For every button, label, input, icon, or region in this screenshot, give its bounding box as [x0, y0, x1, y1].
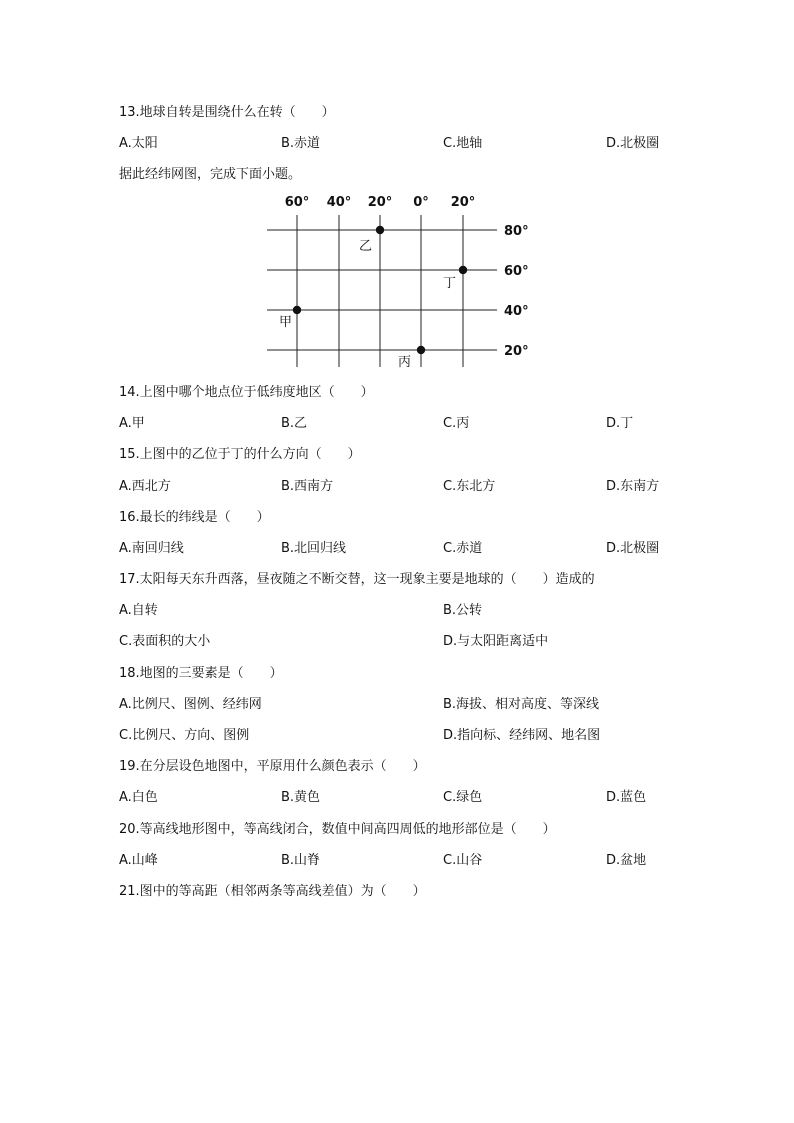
- graticule-figure: [0, 0, 794, 400]
- graticule-points: [279, 226, 467, 370]
- question-15-stem: 15.上图中的乙位于丁的什么方向（ ）: [119, 447, 361, 462]
- q17-option-b: B.公转: [443, 603, 483, 618]
- q13-option-c: C.地轴: [443, 136, 483, 151]
- q20-option-c: C.山谷: [443, 853, 483, 868]
- point-dot-2: [417, 346, 425, 354]
- q13-option-d: D.北极圈: [606, 136, 660, 151]
- latitude-label-3: 20°: [504, 344, 529, 359]
- q18-option-c: C.比例尺、方向、图例: [119, 728, 250, 743]
- q13-option-b: B.赤道: [281, 136, 321, 151]
- point-dot-1: [376, 226, 384, 234]
- q18-option-a: A.比例尺、图例、经纬网: [119, 697, 262, 712]
- q17-option-a: A.自转: [119, 603, 158, 618]
- q13-option-a: A.太阳: [119, 136, 158, 151]
- q14-option-b: B.乙: [281, 416, 308, 431]
- q14-option-d: D.丁: [606, 416, 634, 431]
- latitude-label-2: 40°: [504, 304, 529, 319]
- longitude-label-3: 0°: [413, 195, 429, 210]
- q14-option-a: A.甲: [119, 416, 145, 431]
- latitude-label-1: 60°: [504, 264, 529, 279]
- point-dot-0: [293, 306, 301, 314]
- longitude-label-2: 20°: [367, 195, 393, 210]
- longitude-label-1: 40°: [326, 195, 352, 210]
- q15-option-c: C.东北方: [443, 479, 496, 494]
- q15-option-a: A.西北方: [119, 479, 171, 494]
- graticule-grid: [267, 215, 497, 367]
- q16-option-d: D.北极圈: [606, 541, 660, 556]
- q16-option-c: C.赤道: [443, 541, 483, 556]
- q17-option-d: D.与太阳距离适中: [443, 634, 549, 649]
- question-19-stem: 19.在分层设色地图中，平原用什么颜色表示（ ）: [119, 759, 426, 774]
- latitude-labels: [504, 224, 529, 359]
- question-16-stem: 16.最长的纬线是（ ）: [119, 510, 270, 525]
- q20-option-a: A.山峰: [119, 853, 158, 868]
- figure-intro: 据此经纬网图，完成下面小题。: [119, 167, 302, 182]
- point-label-2: 丙: [398, 355, 412, 370]
- q18-option-d: D.指向标、经纬网、地名图: [443, 728, 601, 743]
- q19-option-c: C.绿色: [443, 790, 483, 805]
- q18-option-b: B.海拔、相对高度、等深线: [443, 697, 600, 712]
- q17-option-c: C.表面积的大小: [119, 634, 211, 649]
- question-14-stem: 14.上图中哪个地点位于低纬度地区（ ）: [119, 385, 374, 400]
- point-label-3: 丁: [443, 276, 457, 291]
- q19-option-b: B.黄色: [281, 790, 321, 805]
- q15-option-b: B.西南方: [281, 479, 334, 494]
- point-dot-3: [459, 266, 467, 274]
- question-20-stem: 20.等高线地形图中，等高线闭合，数值中间高四周低的地形部位是（ ）: [119, 822, 556, 837]
- q15-option-d: D.东南方: [606, 479, 660, 494]
- q20-option-b: B.山脊: [281, 853, 321, 868]
- latitude-label-0: 80°: [504, 224, 529, 239]
- q16-option-a: A.南回归线: [119, 541, 184, 556]
- question-13-stem: 13.地球自转是围绕什么在转（ ）: [119, 105, 335, 120]
- q19-option-a: A.白色: [119, 790, 158, 805]
- longitude-labels: [285, 195, 476, 210]
- q20-option-d: D.盆地: [606, 853, 647, 868]
- longitude-label-0: 60°: [284, 195, 310, 210]
- question-21-stem: 21.图中的等高距（相邻两条等高线差值）为（ ）: [119, 884, 426, 899]
- q16-option-b: B.北回归线: [281, 541, 347, 556]
- question-18-stem: 18.地图的三要素是（ ）: [119, 666, 283, 681]
- q19-option-d: D.蓝色: [606, 790, 647, 805]
- question-17-stem: 17.太阳每天东升西落，昼夜随之不断交替，这一现象主要是地球的（ ）造成的: [119, 572, 595, 587]
- point-label-0: 甲: [279, 315, 293, 330]
- point-label-1: 乙: [359, 239, 373, 254]
- longitude-label-4: 20°: [450, 195, 476, 210]
- q14-option-c: C.丙: [443, 416, 470, 431]
